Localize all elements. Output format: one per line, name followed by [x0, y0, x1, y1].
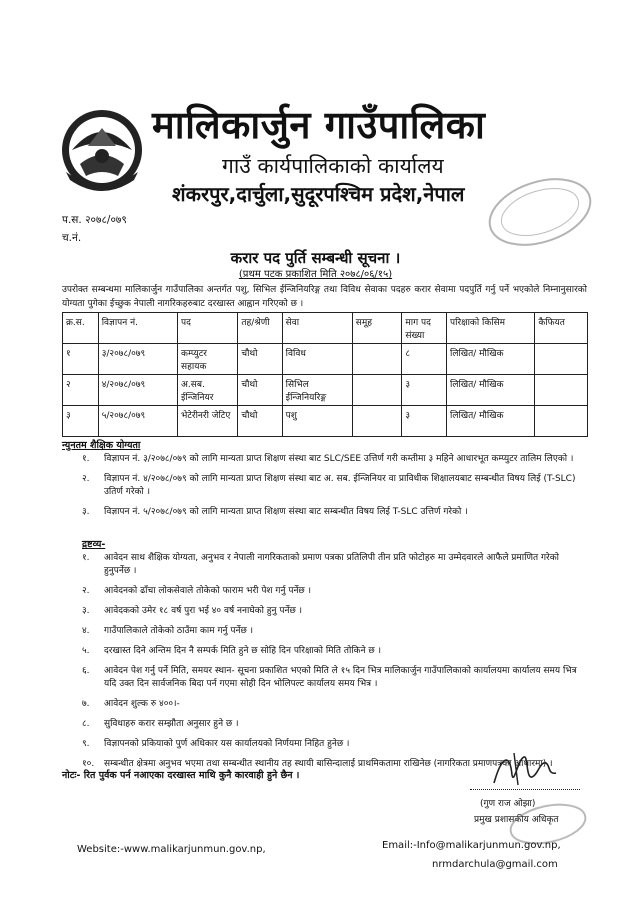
col-count: माग पद संख्या — [402, 313, 447, 344]
signatory-role: प्रमुख प्रशासकीय अधिकृत — [474, 815, 559, 825]
office-name: गाउँ कार्यपालिकाको कार्यालय — [222, 154, 444, 178]
table-cell: २ — [63, 375, 99, 406]
office-address: शंकरपुर,दार्चुला,सुदूरपश्चिम प्रदेश,नेपाल — [172, 182, 465, 206]
table-cell: ५/२०७८/०७९ — [98, 406, 177, 437]
table-cell — [535, 375, 588, 406]
table-cell: ४/२०७८/०७९ — [98, 375, 177, 406]
table-row — [63, 344, 588, 375]
table-cell: ३ — [402, 406, 447, 437]
table-row — [63, 375, 588, 406]
list-item: १. विज्ञापन नं. ३/२०७८/०७९ को लागि मान्यता प्राप्त शिक्षण संस्था बाट SLC/SEE उत्तिर्ण गरी कम्तीमा ३ महिने आधारभूत कम्प्युटर तालिम लिएको । — [82, 454, 574, 464]
list-item: ३. विज्ञापन नं. ५/२०७८/०७९ को लागि मान्यता प्राप्त शिक्षण संस्था बाट सम्बन्धीत विषय लिई T-SLC उत्तिर्ण गरेको । — [82, 507, 468, 517]
table-cell: भेटेरीनरी जेटिए — [178, 406, 238, 437]
qualification-heading: न्युनतम शैक्षिक योग्यता — [62, 440, 141, 451]
col-remarks: कैफियत — [535, 313, 588, 344]
table-cell: चौथो — [238, 344, 282, 375]
list-item: २. आवेदनको ढाँचा लोकसेवाले तोकेको फाराम भरी पेश गर्नु पर्नेछ । — [82, 586, 312, 596]
list-item: ९. विज्ञापनको प्रकियाको पुर्ण अधिकार यस कार्यालयको निर्णयमा निहित हुनेछ । — [82, 739, 350, 749]
list-item: ६. आवेदन पेश गर्नु पर्ने मिति, समयर स्थान- सूचना प्रकाशित भएको मिति ले १५ दिन भित्र मालिकार्जुन गाउँपालिकाको कार्यालयमा कार्यालय समय भित्र यदि उक्त दिन सार्वजनिक बिदा पर्न गएमा सोही दिन भोलिपल्ट कार्यालय समय भित्र । — [82, 666, 577, 689]
notice-title: करार पद पुर्ति सम्बन्धी सूचना । — [230, 249, 401, 267]
col-serial: क्र.स. — [63, 313, 99, 344]
signatory-name: (गुण राज ओझा) — [480, 799, 536, 809]
table-cell: सिभिल ईन्जिनियरिङ्ग — [282, 375, 352, 406]
signature-line — [470, 789, 580, 790]
table-cell: लिखित/ मौखिक — [447, 344, 535, 375]
col-group: समूह — [352, 313, 402, 344]
notes-heading: द्रष्टव्य- — [82, 539, 106, 550]
list-item: ७. आवेदन शुल्क रु ४००।- — [82, 699, 180, 709]
table-cell: ३ — [63, 406, 99, 437]
table-cell — [535, 406, 588, 437]
table-cell: कम्प्युटर सहायक — [178, 344, 238, 375]
table-cell: चौथो — [238, 375, 282, 406]
table-cell: लिखित/ मौखिक — [447, 406, 535, 437]
col-ad-number: विज्ञापन नं. — [98, 313, 177, 344]
qualification-list — [82, 453, 582, 526]
list-item: १०. सम्बन्धीत क्षेत्रमा अनुभव भएमा तथा सम्बन्धीत स्थानीय तह स्थायी बासिन्दालाई प्राथमिकतामा राखिनेछ (नागरिकता प्रमाणपत्रका आधारमा) । — [82, 759, 553, 769]
table-cell — [352, 344, 402, 375]
notice-intro: उपरोक्त सम्बन्धमा मालिकार्जुन गाउँपालिका अन्तर्गत पशु, सिभिल ईन्जिनियरिङ्ग तथा विविध सेवाका पदहरु करार सेवामा पदपुर्ति गर्नु पर्ने भएकोले निम्नानुसारको योग्यता पुगेका ईच्छुक नेपाली नागरिकहरुबाट दरखास्त आह्वान गरिएको छ । — [62, 285, 587, 309]
table-cell: ३ — [402, 375, 447, 406]
municipal-emblem-icon — [58, 106, 146, 194]
table-cell: १ — [63, 344, 99, 375]
table-cell: पशु — [282, 406, 352, 437]
col-level: तह/श्रेणी — [238, 313, 282, 344]
footer-email-primary: Email:-Info@malikarjunmun.gov.np, — [382, 840, 561, 851]
dispatch-number: च.नं. — [62, 232, 82, 244]
table-row — [63, 406, 588, 437]
list-item: ५. दरखास्त दिने अन्तिम दिन नै सम्पर्क मिति हुने छ सोहि दिन परिक्षाको मिति तोकिने छ । — [82, 646, 382, 656]
signature-icon — [484, 745, 564, 791]
table-cell: लिखित/ मौखिक — [447, 375, 535, 406]
table-cell — [352, 406, 402, 437]
footer-email-secondary: nrmdarchula@gmail.com — [432, 859, 558, 870]
list-item: ८. सुविधाहरु करार सम्झौता अनुसार हुने छ । — [82, 719, 239, 729]
list-item: ३. आवेदकको उमेर १८ वर्ष पुरा भई ४० वर्ष ननाघेको हुनु पर्नेछ । — [82, 606, 303, 616]
table-cell: विविध — [282, 344, 352, 375]
list-item: १. आवेदन साथ शैक्षिक योग्यता, अनुभव र नेपाली नागरिकताको प्रमाण पत्रका प्रतिलिपी तीन प्रति फोटोहरु मा उम्मेदवारले आफैले प्रमाणित गरेको हुनुपर्नेछ । — [82, 553, 559, 576]
office-stamp-icon — [470, 176, 598, 246]
footer-website: Website:-www.malikarjunmun.gov.np, — [77, 844, 266, 855]
col-post: पद — [178, 313, 238, 344]
reference-number: प.स. २०७८/०७९ — [62, 214, 127, 226]
col-exam-type: परिक्षाको किसिम — [447, 313, 535, 344]
col-service: सेवा — [282, 313, 352, 344]
table-cell: चौथो — [238, 406, 282, 437]
table-cell — [352, 375, 402, 406]
table-cell — [535, 344, 588, 375]
vacancy-table — [62, 312, 588, 437]
list-item: ४. गाउँपालिकाले तोकेको ठाउँमा काम गर्नु पर्नेछ । — [82, 626, 254, 636]
table-header-row — [63, 313, 588, 344]
footnote: नोटः- रित पुर्वक पर्न नआएका दरखास्त माथि कुनै कारवाही हुने छैन । — [62, 770, 300, 781]
notice-subtitle: (प्रथम पटक प्रकाशित मिति २०७८/०६/१५) — [238, 269, 393, 280]
table-cell: अ.सब. ईन्जिनियर — [178, 375, 238, 406]
municipality-title: मालिकार्जुन गाउँपालिका — [152, 103, 486, 147]
table-cell: ८ — [402, 344, 447, 375]
list-item: २. विज्ञापन नं. ४/२०७८/०७९ को लागि मान्यता प्राप्त शिक्षण संस्था बाट अ. सब. ईन्जिनियर वा प्राविधीक शिक्षालयबाट सम्बन्धीत विषय लिई (T-SLC) उतिर्ण गरेको । — [82, 474, 576, 497]
table-cell: ३/२०७८/०७९ — [98, 344, 177, 375]
